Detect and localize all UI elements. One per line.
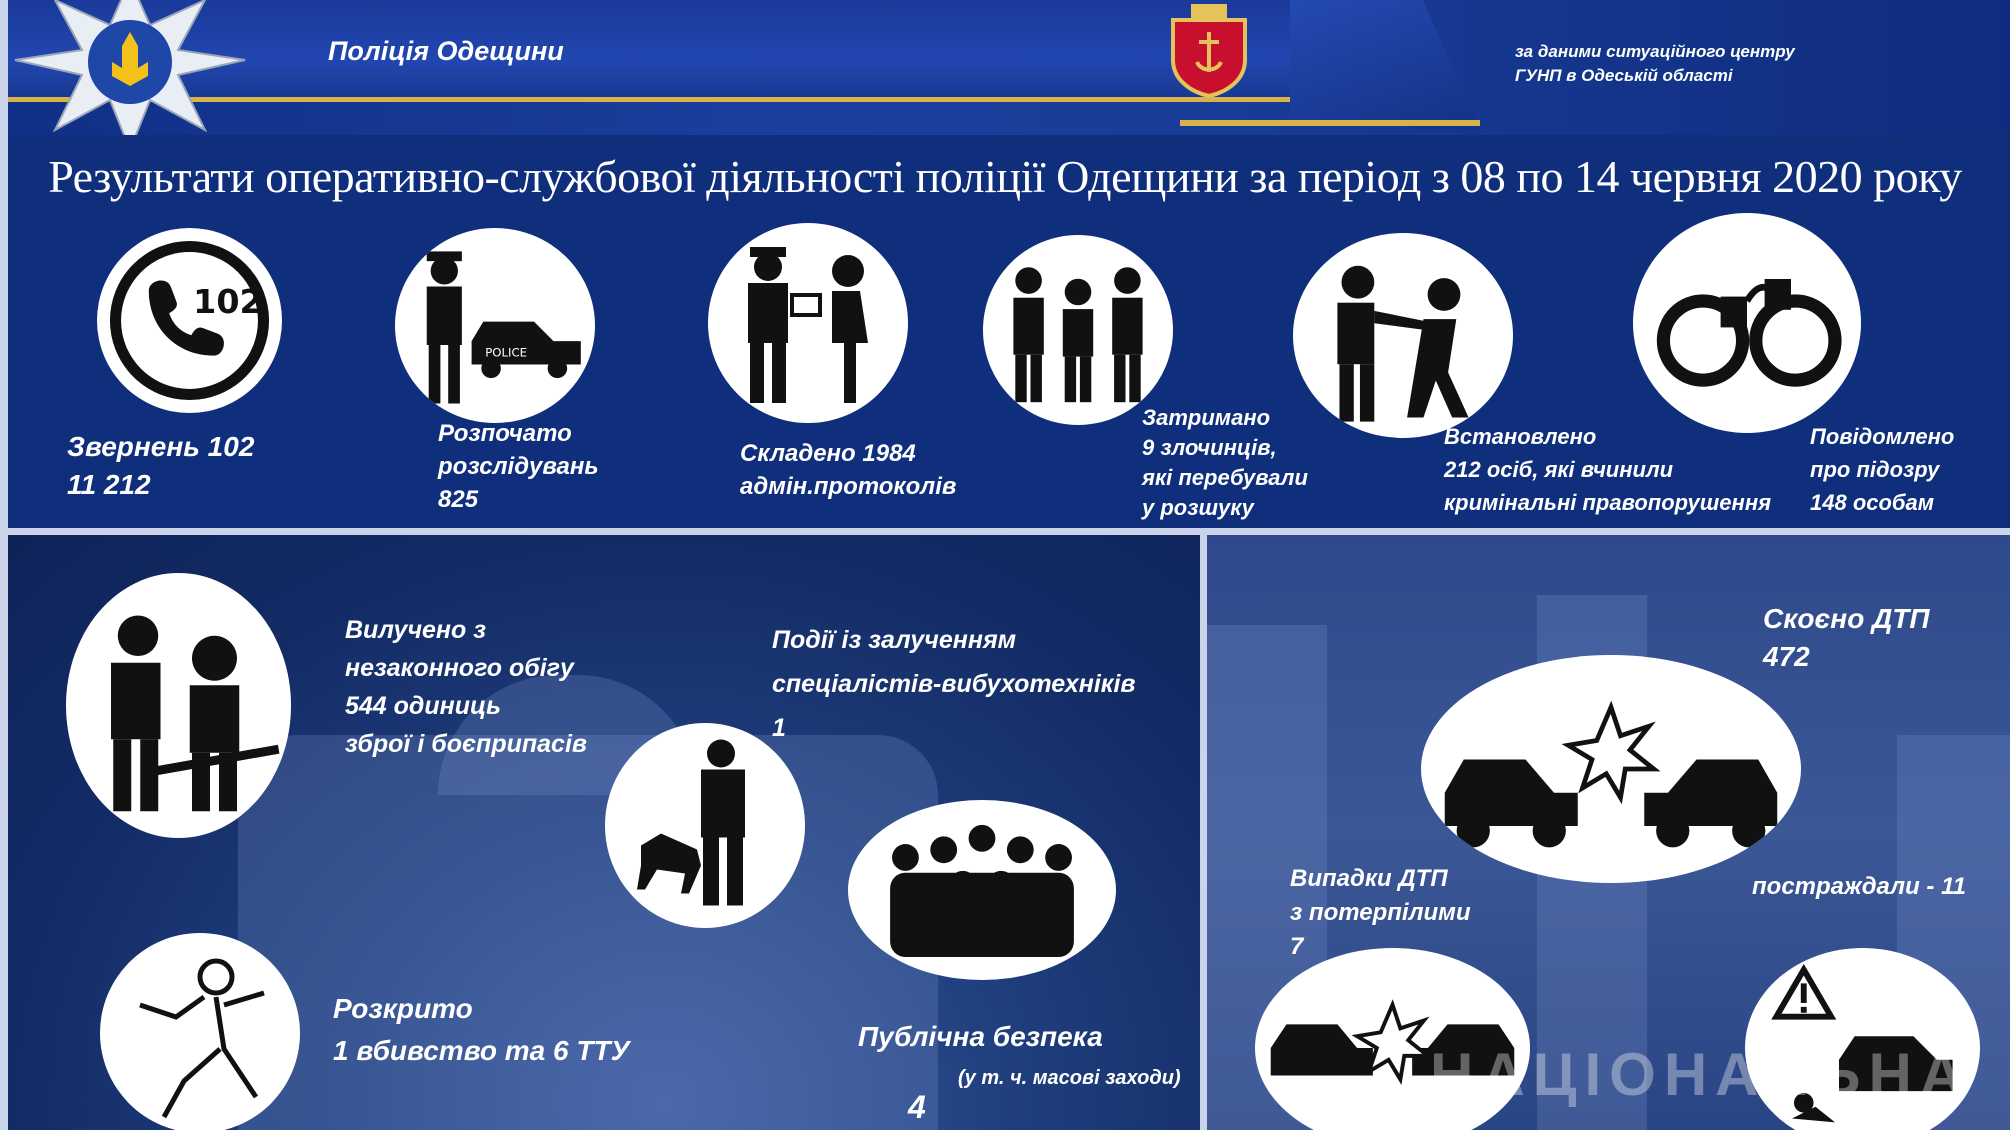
injured-label: постраждали - 11 [1752, 873, 1966, 900]
stat-identified-line-3: кримінальні правопорушення [1444, 490, 1772, 515]
frame-left-edge [0, 0, 8, 1130]
detained-icon [983, 235, 1173, 425]
watermark-text: НАЦІОНАЛЬНА [1430, 1041, 1972, 1108]
solved-label [333, 988, 630, 1072]
source-line-2: ГУНП в Одеській області [1515, 66, 1733, 85]
explosives-line-1: Події із залученням [772, 626, 1017, 654]
stat-calls-line-1: Звернень 102 [67, 431, 255, 462]
odesa-crest-icon [1163, 0, 1255, 98]
stat-identified-line-2: 212 осіб, які вчинили [1444, 457, 1674, 482]
stat-identified-label [1444, 420, 1771, 519]
stat-suspicion-value: 148 особам [1810, 490, 1935, 515]
explosives-label [772, 618, 1136, 750]
stat-calls-value: 11 212 [67, 469, 151, 500]
weapons-value: 544 одиниць [345, 692, 502, 720]
stat-investigations-line-1: Розпочато [438, 420, 572, 447]
section-divider-vertical [1200, 535, 1207, 1130]
solved-line-1: Розкрито [333, 993, 473, 1024]
public-safety-value: 4 [908, 1089, 926, 1125]
svg-text:102: 102 [193, 282, 263, 322]
stat-identified-line-1: Встановлено [1444, 424, 1597, 449]
page-title: Результати оперативно-службової діяльності поліції Одещини за період з 08 по 14 червня 2020 року [48, 151, 1962, 202]
dtp-victims-line-1: Випадки ДТП [1290, 865, 1448, 892]
offender-icon [1293, 233, 1513, 438]
svg-text:POLICE: POLICE [485, 345, 528, 360]
stat-suspicion-line-2: про підозру [1810, 457, 1940, 482]
source-note [1515, 40, 1795, 88]
section-divider-horizontal [0, 528, 2010, 535]
dtp-victims-line-2: з потерпілими [1290, 899, 1471, 926]
stat-suspicion-label [1810, 420, 1954, 519]
stat-suspicion-line-1: Повідомлено [1810, 424, 1955, 449]
weapons-line-2: незаконного обігу [345, 654, 574, 682]
stat-detained-line-1: Затримано [1142, 405, 1271, 430]
explosives-line-2: спеціалістів-вибухотехніків [772, 670, 1136, 698]
public-safety-title: Публічна безпека [858, 1021, 1103, 1052]
handcuffs-icon [1633, 213, 1861, 433]
crowd-icon [848, 800, 1116, 980]
dtp-line-1: Скоєно ДТП [1763, 603, 1930, 634]
ribbon-tail-gold [1180, 120, 1480, 126]
dtp-value: 472 [1763, 641, 1810, 672]
body-outline-icon [100, 933, 300, 1130]
dtp-victims-value: 7 [1290, 933, 1304, 960]
explosives-value: 1 [772, 714, 786, 742]
car-crash-icon [1421, 655, 1801, 883]
sapper-dog-icon [605, 723, 805, 928]
brand-title: Поліція Одещини [328, 36, 564, 66]
phone-102-icon [97, 228, 282, 413]
stat-protocols-line-1: Складено 1984 [740, 440, 916, 467]
solved-line-2: 1 вбивство та 6 ТТУ [333, 1035, 630, 1066]
stat-detained-line-3: які перебували [1142, 465, 1308, 490]
dtp-label [1763, 600, 1930, 676]
weapons-line-4: зброї і боєприпасів [345, 730, 587, 758]
weapons-seizure-icon [66, 573, 291, 838]
weapons-line-1: Вилучено з [345, 616, 487, 644]
stat-investigations-value: 825 [438, 486, 479, 513]
stat-detained-line-2: 9 злочинців, [1142, 435, 1277, 460]
stat-protocols-label [740, 437, 956, 503]
stat-investigations-label [438, 417, 599, 516]
stat-protocols-line-2: адмін.протоколів [740, 473, 957, 500]
weapons-label [345, 611, 587, 763]
public-safety-note: (у т. ч. масові заходи) [958, 1067, 1181, 1089]
stat-calls-label [67, 428, 254, 504]
source-line-1: за даними ситуаційного центру [1515, 42, 1795, 61]
protocol-icon [708, 223, 908, 423]
stat-detained-label [1142, 403, 1308, 523]
stat-detained-line-4: у розшуку [1142, 495, 1254, 520]
stat-investigations-line-2: розслідувань [438, 453, 599, 480]
police-car-icon [395, 228, 595, 423]
